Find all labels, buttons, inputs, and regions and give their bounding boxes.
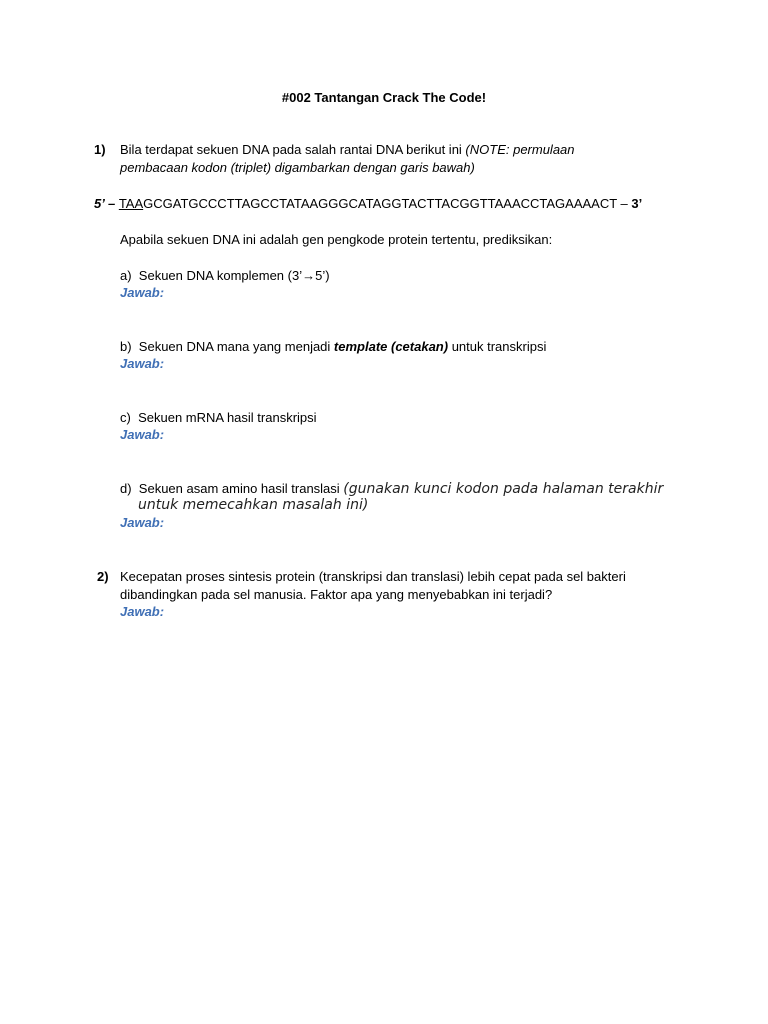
dna-sequence: [94, 195, 642, 213]
question-1-line-1: [120, 141, 575, 159]
subquestion-a-text: Sekuen DNA komplemen (3’: [138, 268, 303, 283]
answer-a-label: Jawab:: [120, 285, 165, 300]
question-1-text: Bila terdapat sekuen DNA pada salah rantai DNA berikut ini: [120, 142, 466, 157]
subquestion-d-hint: (gunakan kunci kodon pada halaman terakhir: [343, 481, 664, 497]
sequence-start-codon: TAA: [118, 196, 144, 211]
question-1-instruction: Apabila sekuen DNA ini adalah gen pengkode protein tertentu, prediksikan:: [120, 232, 553, 247]
subquestion-d: [120, 480, 663, 498]
right-arrow-icon: →: [302, 268, 316, 283]
subquestion-b-text-end: untuk transkripsi: [448, 339, 547, 354]
subquestion-b-label: b): [120, 339, 132, 354]
subquestion-c-label: c): [120, 410, 131, 425]
answer-d-label: Jawab:: [120, 515, 165, 530]
question-1-note-end: pembacaan kodon (triplet) digambarkan dengan garis bawah): [120, 160, 475, 175]
subquestion-b-emphasis: template (cetakan): [333, 339, 449, 354]
answer-c-label: Jawab:: [120, 427, 165, 442]
answer-2-label: Jawab:: [120, 604, 165, 619]
subquestion-d-hint-end: untuk memecahkan masalah ini): [138, 497, 369, 513]
subquestion-a-text-end: 5’): [315, 268, 330, 283]
answer-b-label: Jawab:: [120, 356, 165, 371]
question-1-note-start: (NOTE: permulaan: [465, 142, 575, 157]
question-2-line-2: dibandingkan pada sel manusia. Faktor apa yang menyebabkan ini terjadi?: [120, 587, 553, 602]
sequence-body: GCGATGCCCTTAGCCTATAAGGGCATAGGTACTTACGGTTAAACCTAGAAAACT –: [143, 196, 632, 211]
subquestion-a-label: a): [120, 268, 132, 283]
sequence-3-prime: 3’: [631, 196, 643, 211]
question-2-line-1: Kecepatan proses sintesis protein (transkripsi dan translasi) lebih cepat pada sel bakteri: [120, 569, 626, 584]
subquestion-c: [120, 409, 317, 427]
question-2-number: 2): [97, 569, 109, 584]
subquestion-a: [120, 267, 330, 285]
page-title: #002 Tantangan Crack The Code!: [281, 90, 487, 105]
subquestion-d-label: d): [120, 481, 132, 496]
sequence-5-prime: 5’ –: [94, 196, 119, 211]
question-1-number: 1): [94, 142, 106, 157]
subquestion-b: [120, 338, 546, 356]
subquestion-b-text: Sekuen DNA mana yang menjadi: [138, 339, 334, 354]
subquestion-c-text: Sekuen mRNA hasil transkripsi: [138, 410, 317, 425]
subquestion-d-text: Sekuen asam amino hasil translasi: [138, 481, 344, 496]
